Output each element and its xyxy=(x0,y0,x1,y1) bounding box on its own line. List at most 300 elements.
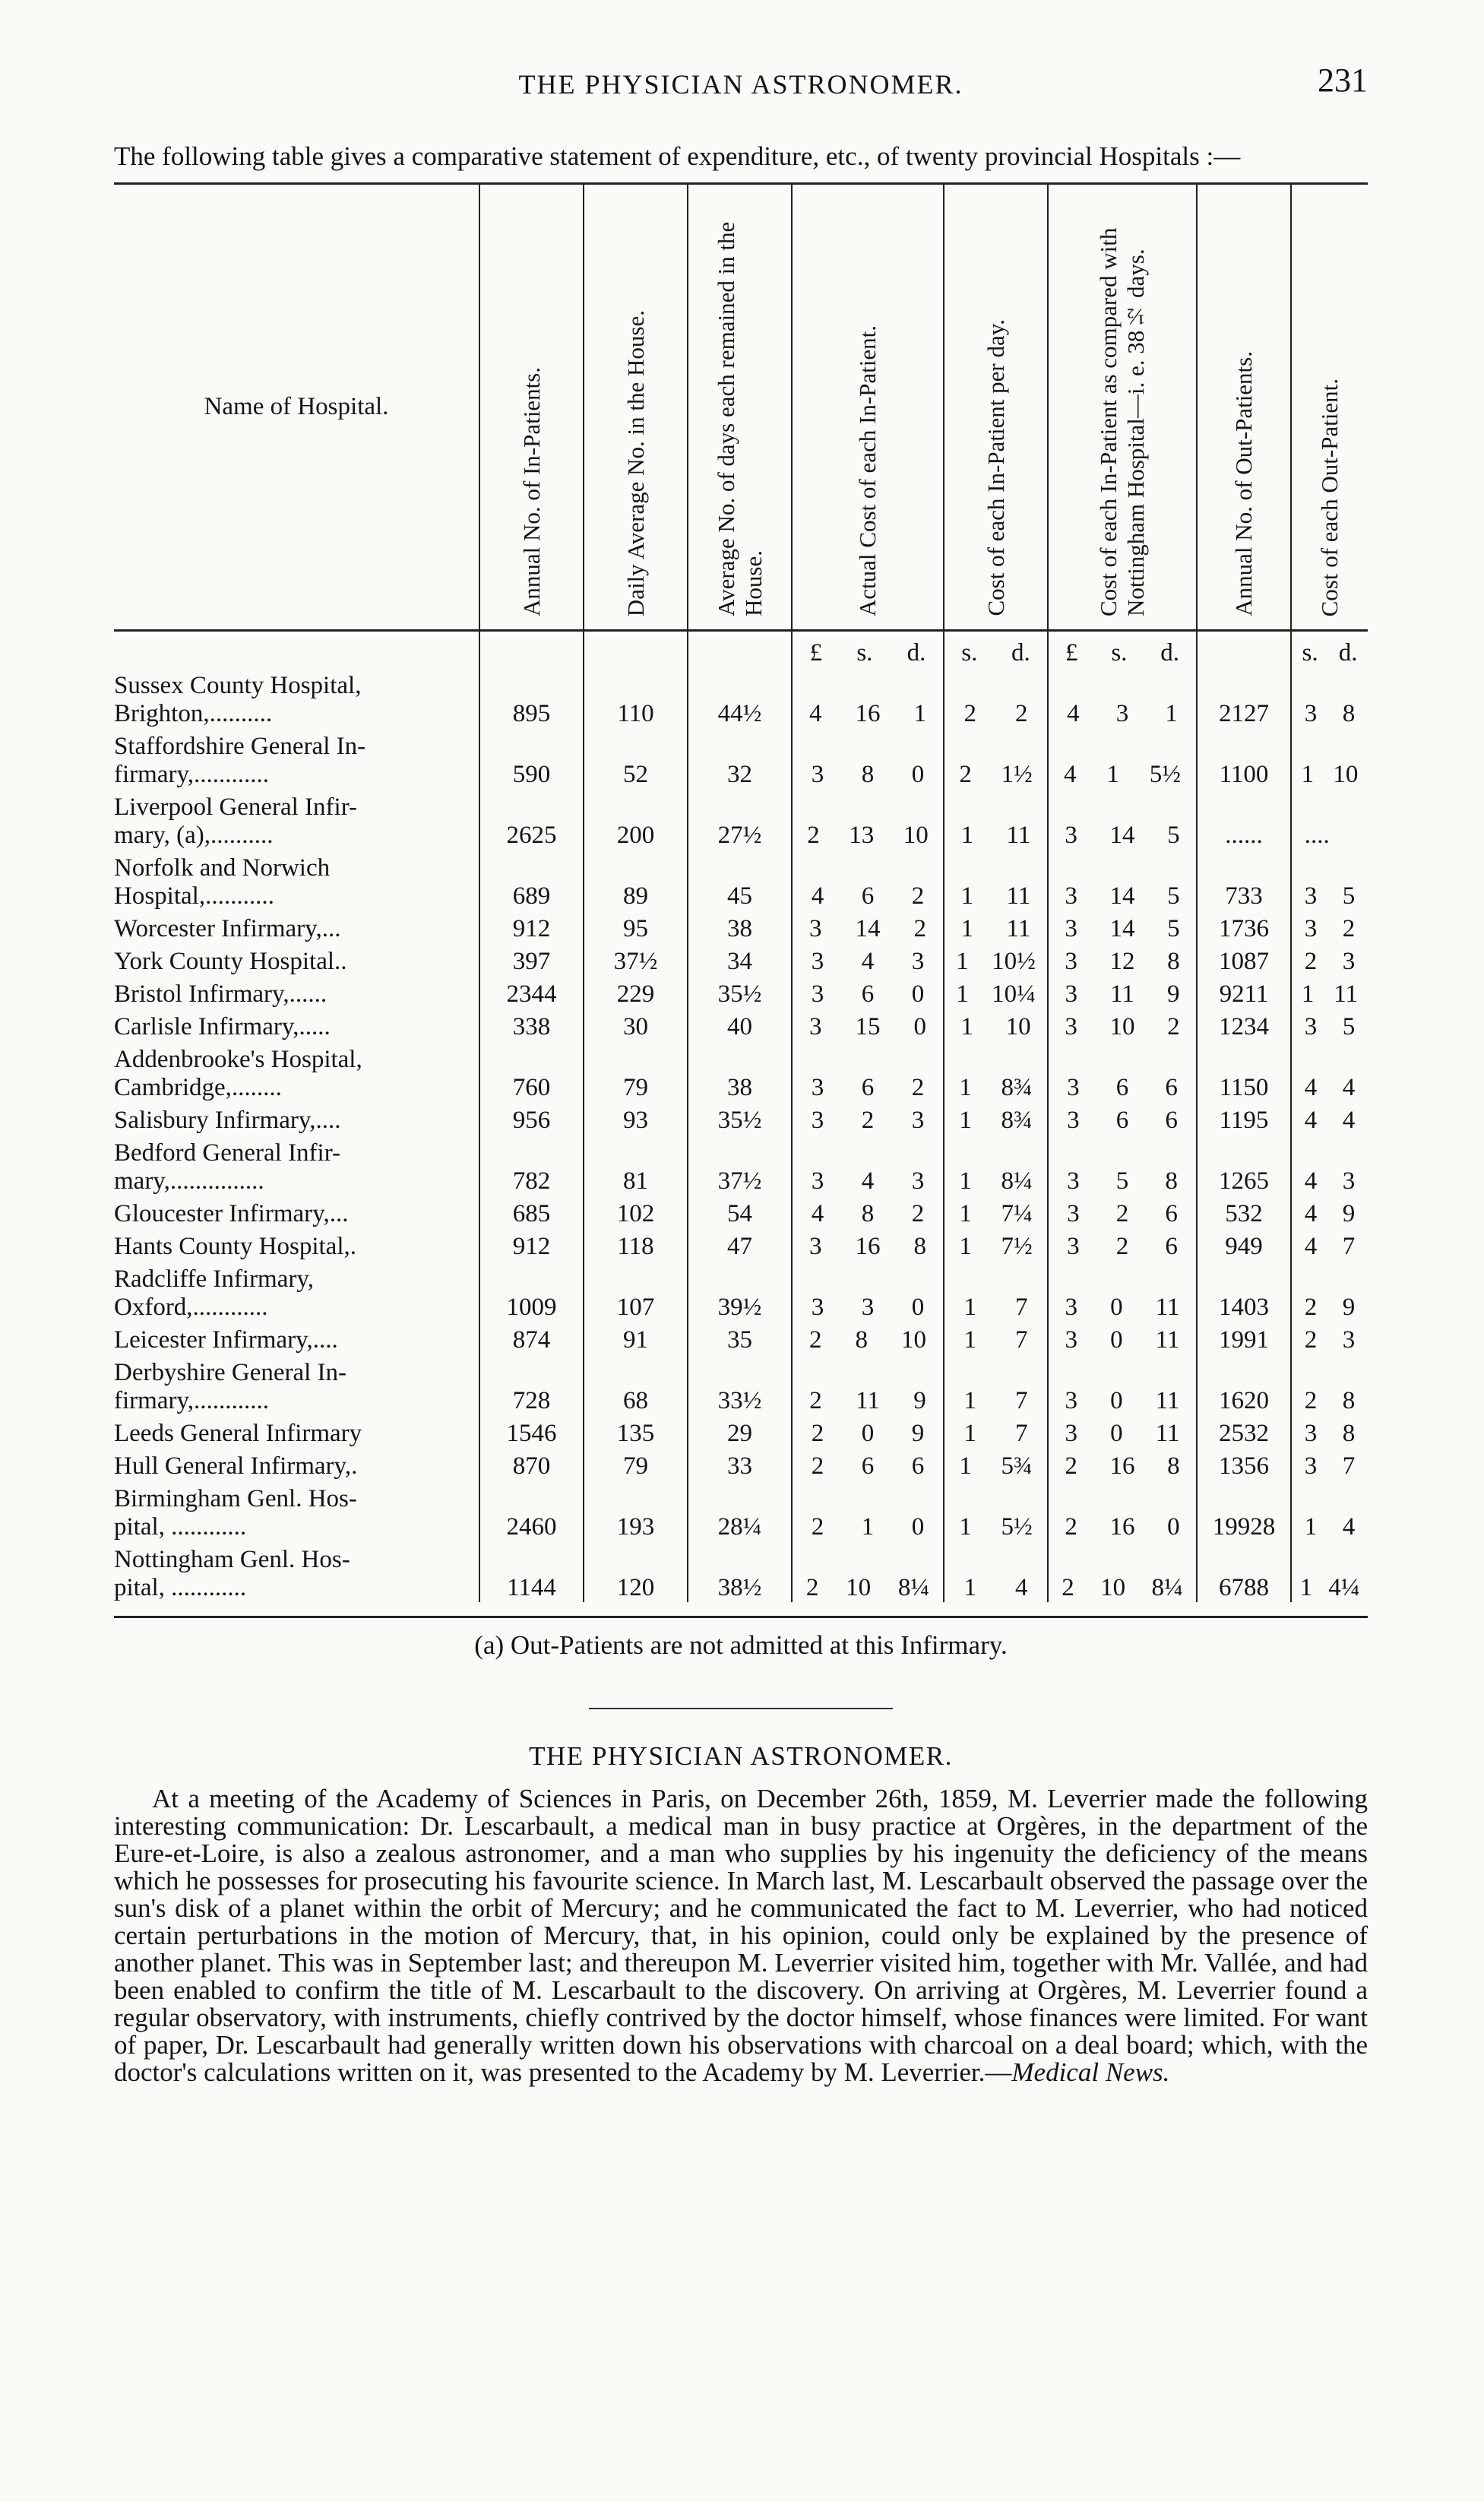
hospital-name-cell xyxy=(114,1354,479,1415)
cost-part: 0 xyxy=(911,1294,925,1321)
out-patient-cost-cell xyxy=(1291,728,1368,789)
cost-part: 2 xyxy=(805,1574,819,1601)
cost-part: 4 xyxy=(809,700,822,727)
cost-part: 8 xyxy=(1342,700,1356,727)
compared-cost-cell xyxy=(1048,1261,1197,1322)
table-row xyxy=(114,667,1368,728)
hospital-name-cell xyxy=(114,1041,479,1102)
cost-part: 16 xyxy=(1109,1452,1135,1480)
hospital-name-line: Radcliffe Infirmary, xyxy=(114,1265,314,1293)
cost-part: 2 xyxy=(1115,1200,1129,1227)
cost-part: 3 xyxy=(1065,822,1077,849)
cost-part: 0 xyxy=(913,1013,926,1040)
cost-part: 2 xyxy=(811,1513,824,1541)
cost-part: 3 xyxy=(809,1013,822,1040)
daily-average: 229 xyxy=(584,976,688,1009)
cost-part: 2 xyxy=(861,1107,875,1134)
average-days: 27½ xyxy=(688,789,792,850)
cost-part: 6 xyxy=(861,1452,875,1480)
cost-part: 6 xyxy=(1165,1107,1178,1134)
cost-part: 3 xyxy=(1304,915,1318,942)
compared-cost-cell xyxy=(1048,1415,1197,1448)
cost-part: 1 xyxy=(960,882,974,910)
cost-part: 8 xyxy=(1167,948,1180,975)
cost-part: 5 xyxy=(1167,915,1180,942)
cost-part: 3 xyxy=(1067,1074,1080,1101)
cost-part: 10½ xyxy=(992,948,1036,975)
unit-label: d. xyxy=(1011,639,1030,667)
cost-part: 6 xyxy=(1115,1107,1129,1134)
cost-part: 5 xyxy=(1342,882,1356,910)
out-patient-cost-cell xyxy=(1291,1196,1368,1228)
cost-part: 8 xyxy=(861,1200,875,1227)
cost-part: 4¼ xyxy=(1328,1574,1360,1601)
cost-part: 8 xyxy=(861,761,875,788)
cost-part: 6 xyxy=(861,1074,875,1101)
cost-part: 11 xyxy=(1006,915,1031,942)
cost-part: 11 xyxy=(1155,1294,1180,1321)
hospital-name-line: Brighton,.......... xyxy=(114,700,273,727)
cost-part: 1 xyxy=(959,1107,972,1134)
unit-label: £ xyxy=(809,639,823,667)
hospital-name-cell xyxy=(114,728,479,789)
cost-part: 3 xyxy=(1065,1326,1078,1354)
out-patient-cost-cell xyxy=(1291,789,1368,850)
compared-cost-cell xyxy=(1048,1041,1197,1102)
hospital-name-line: mary, (a),.......... xyxy=(114,822,274,849)
annual-in-patients: 1009 xyxy=(479,1261,584,1322)
average-days: 32 xyxy=(688,728,792,789)
table-bottom-rule xyxy=(114,1616,1368,1618)
hospital-name-line: pital, ............ xyxy=(114,1574,247,1601)
cost-part: 3 xyxy=(911,948,925,975)
annual-out-patients: 532 xyxy=(1197,1196,1291,1228)
cost-part: 4 xyxy=(1304,1200,1318,1227)
hospital-name-line: Derbyshire General In- xyxy=(114,1359,347,1386)
cost-part: 1 xyxy=(963,1574,976,1601)
compared-cost-cell xyxy=(1048,1354,1197,1415)
out-patient-cost-cell xyxy=(1291,911,1368,943)
cost-part: 8¾ xyxy=(1001,1107,1033,1134)
table-row xyxy=(114,1009,1368,1041)
cost-per-day-cell xyxy=(944,1261,1048,1322)
compared-cost-cell xyxy=(1048,667,1197,728)
cost-part: 1 xyxy=(1106,761,1119,788)
annual-out-patients: 1403 xyxy=(1197,1261,1291,1322)
cost-part: 2 xyxy=(811,1420,824,1447)
daily-average: 79 xyxy=(584,1448,688,1481)
average-days: 39½ xyxy=(688,1261,792,1322)
col-header-daily-avg: Daily Average No. in the House. xyxy=(584,185,688,631)
table-row xyxy=(114,976,1368,1009)
daily-average: 107 xyxy=(584,1261,688,1322)
cost-per-day-cell xyxy=(944,1448,1048,1481)
cost-part: 10 xyxy=(1333,761,1359,788)
hospital-name-cell xyxy=(114,1009,479,1041)
hospital-name-cell xyxy=(114,943,479,976)
hospital-name-cell xyxy=(114,850,479,911)
average-days: 38½ xyxy=(688,1541,792,1602)
cost-part: 16 xyxy=(855,1233,881,1260)
cost-part: 10 xyxy=(1100,1574,1126,1601)
annual-out-patients: 6788 xyxy=(1197,1541,1291,1602)
col-header-annual-out: Annual No. of Out-Patients. xyxy=(1197,185,1291,631)
daily-average: 68 xyxy=(584,1354,688,1415)
cost-part: 6 xyxy=(911,1452,925,1480)
unit-label: £ xyxy=(1065,639,1078,667)
annual-out-patients: 1234 xyxy=(1197,1009,1291,1041)
annual-in-patients: 912 xyxy=(479,911,584,943)
annual-in-patients: 397 xyxy=(479,943,584,976)
actual-cost-cell xyxy=(792,850,944,911)
cost-part: 0 xyxy=(911,761,925,788)
cost-part: 4 xyxy=(861,1167,875,1195)
cost-part: 0 xyxy=(861,1420,875,1447)
average-days: 38 xyxy=(688,1041,792,1102)
actual-cost-cell xyxy=(792,911,944,943)
hospital-name-line: Liverpool General Infir- xyxy=(114,793,358,821)
cost-part: 3 xyxy=(911,1167,925,1195)
table-row xyxy=(114,1102,1368,1135)
table-row xyxy=(114,1261,1368,1322)
cost-part: 7 xyxy=(1015,1420,1028,1447)
cost-part: 14 xyxy=(855,915,881,942)
cost-per-day-cell xyxy=(944,1102,1048,1135)
average-days: 54 xyxy=(688,1196,792,1228)
unit-label: d. xyxy=(1160,639,1180,667)
cost-part: 3 xyxy=(811,1107,824,1134)
daily-average: 102 xyxy=(584,1196,688,1228)
cost-part: 1 xyxy=(959,1167,972,1195)
daily-average: 118 xyxy=(584,1228,688,1261)
out-patient-cost-cell xyxy=(1291,1322,1368,1354)
hospital-name-line: Carlisle Infirmary,..... xyxy=(114,1013,331,1040)
cost-per-day-cell xyxy=(944,911,1048,943)
hospital-name-line: Cambridge,........ xyxy=(114,1074,282,1101)
cost-part: 7 xyxy=(1015,1387,1028,1414)
article-source: Medical News. xyxy=(1011,2057,1170,2087)
cost-part: 3 xyxy=(811,1294,824,1321)
cost-part: 2 xyxy=(1304,1294,1318,1321)
unit-label: s. xyxy=(856,639,873,667)
cost-part: 3 xyxy=(1304,1420,1318,1447)
page xyxy=(114,61,1368,2086)
cost-part: 8 xyxy=(1342,1387,1356,1414)
table-footnote: (a) Out-Patients are not admitted at this Infirmary. xyxy=(474,1630,1008,1660)
col-header-cost-per-day: Cost of each In-Patient per day. xyxy=(944,185,1048,631)
hospital-name-line: York County Hospital.. xyxy=(114,948,347,975)
hospital-name-line: Bedford General Infir- xyxy=(114,1139,341,1167)
cost-part: 2 xyxy=(809,1387,822,1414)
cost-part: .... xyxy=(1304,822,1330,849)
cost-part: 3 xyxy=(1304,700,1318,727)
average-days: 28¼ xyxy=(688,1481,792,1541)
compared-cost-cell xyxy=(1048,728,1197,789)
cost-part: 5 xyxy=(1115,1167,1129,1195)
section-divider xyxy=(589,1708,893,1709)
cost-part: 1 xyxy=(1301,980,1315,1008)
cost-part: 12 xyxy=(1109,948,1135,975)
cost-per-day-cell xyxy=(944,1135,1048,1196)
actual-cost-cell xyxy=(792,1041,944,1102)
cost-part: 6 xyxy=(861,980,875,1008)
cost-per-day-cell xyxy=(944,976,1048,1009)
cost-part: 0 xyxy=(1110,1387,1123,1414)
cost-part: 3 xyxy=(811,948,824,975)
cost-part: 9 xyxy=(1342,1200,1356,1227)
cost-part: 3 xyxy=(1065,948,1077,975)
out-patient-cost-cell xyxy=(1291,1102,1368,1135)
compared-cost-cell xyxy=(1048,1102,1197,1135)
cost-part: 3 xyxy=(1304,1452,1318,1480)
table-row xyxy=(114,911,1368,943)
hospital-name-line: Sussex County Hospital, xyxy=(114,672,362,699)
annual-in-patients: 1546 xyxy=(479,1415,584,1448)
annual-in-patients: 2344 xyxy=(479,976,584,1009)
cost-part: 2 xyxy=(1342,915,1356,942)
annual-out-patients: 1991 xyxy=(1197,1322,1291,1354)
table-row xyxy=(114,1322,1368,1354)
cost-part: 4 xyxy=(811,1200,824,1227)
col-header-name: Name of Hospital. xyxy=(114,185,479,631)
table-row xyxy=(114,1541,1368,1602)
cost-part: 3 xyxy=(811,980,824,1008)
annual-in-patients: 1144 xyxy=(479,1541,584,1602)
average-days: 35½ xyxy=(688,976,792,1009)
cost-part: 8 xyxy=(855,1326,868,1354)
cost-part: 8¾ xyxy=(1001,1074,1033,1101)
cost-part: 2 xyxy=(809,1326,822,1354)
cost-part: 3 xyxy=(809,1233,822,1260)
daily-average: 37½ xyxy=(584,943,688,976)
annual-out-patients: 2532 xyxy=(1197,1415,1291,1448)
cost-part: 3 xyxy=(1067,1167,1080,1195)
cost-part: 3 xyxy=(861,1294,875,1321)
cost-part: 3 xyxy=(1342,1326,1356,1354)
daily-average: 93 xyxy=(584,1102,688,1135)
actual-cost-cell xyxy=(792,1261,944,1322)
annual-in-patients: 728 xyxy=(479,1354,584,1415)
cost-part: 1 xyxy=(1299,1574,1313,1601)
hospital-name-line: Bristol Infirmary,...... xyxy=(114,980,327,1008)
annual-out-patients: ...... xyxy=(1197,789,1291,850)
actual-cost-cell xyxy=(792,667,944,728)
cost-part: 1 xyxy=(960,1013,973,1040)
average-days: 35 xyxy=(688,1322,792,1354)
cost-part: 4 xyxy=(1304,1074,1318,1101)
annual-in-patients: 870 xyxy=(479,1448,584,1481)
cost-part: 3 xyxy=(1067,1233,1080,1260)
actual-cost-cell xyxy=(792,1196,944,1228)
cost-part: 2 xyxy=(1304,948,1318,975)
average-days: 47 xyxy=(688,1228,792,1261)
out-patient-cost-cell xyxy=(1291,943,1368,976)
cost-part: 11 xyxy=(1006,822,1031,849)
cost-part: 2 xyxy=(959,761,972,788)
cost-part: 9 xyxy=(1342,1294,1356,1321)
average-days: 38 xyxy=(688,911,792,943)
annual-out-patients: 1100 xyxy=(1197,728,1291,789)
compared-cost-cell xyxy=(1048,976,1197,1009)
cost-part: 3 xyxy=(1065,980,1078,1008)
running-title: THE PHYSICIAN ASTRONOMER. xyxy=(518,69,963,100)
daily-average: 193 xyxy=(584,1481,688,1541)
hospital-name-cell xyxy=(114,1228,479,1261)
unit-label: s. xyxy=(961,639,978,667)
cost-per-day-cell xyxy=(944,850,1048,911)
cost-part: 1 xyxy=(1304,1513,1318,1541)
table-row xyxy=(114,789,1368,850)
col-header-actual-cost: Actual Cost of each In-Patient. xyxy=(792,185,944,631)
cost-part: 8¼ xyxy=(1151,1574,1183,1601)
cost-part: 8 xyxy=(913,1233,926,1260)
cost-part: 6 xyxy=(1165,1200,1178,1227)
out-patient-cost-cell xyxy=(1291,667,1368,728)
annual-out-patients: 2127 xyxy=(1197,667,1291,728)
out-patient-cost-cell xyxy=(1291,1415,1368,1448)
average-days: 34 xyxy=(688,943,792,976)
cost-per-day-cell xyxy=(944,667,1048,728)
cost-part: 6 xyxy=(1115,1074,1129,1101)
daily-average: 120 xyxy=(584,1541,688,1602)
annual-out-patients: 19928 xyxy=(1197,1481,1291,1541)
average-days: 37½ xyxy=(688,1135,792,1196)
cost-per-day-cell xyxy=(944,1415,1048,1448)
out-patient-cost-cell xyxy=(1291,1228,1368,1261)
cost-part: 13 xyxy=(849,822,875,849)
cost-part: 1 xyxy=(1301,761,1315,788)
cost-part: 2 xyxy=(911,882,925,910)
actual-cost-cell xyxy=(792,1102,944,1135)
annual-in-patients: 782 xyxy=(479,1135,584,1196)
cost-part: 14 xyxy=(1109,822,1135,849)
cost-part: 1½ xyxy=(1001,761,1033,788)
cost-part: 11 xyxy=(1155,1387,1180,1414)
cost-part: 7 xyxy=(1015,1326,1028,1354)
annual-in-patients: 912 xyxy=(479,1228,584,1261)
cost-part: 15 xyxy=(855,1013,881,1040)
hospital-name-cell xyxy=(114,911,479,943)
cost-part: 2 xyxy=(1304,1387,1318,1414)
cost-part: 4 xyxy=(1015,1574,1028,1601)
average-days: 35½ xyxy=(688,1102,792,1135)
cost-part: 16 xyxy=(855,700,881,727)
cost-part: 1 xyxy=(861,1513,875,1541)
cost-part: 7 xyxy=(1015,1294,1028,1321)
cost-part: 11 xyxy=(1155,1420,1180,1447)
cost-part: 3 xyxy=(1304,882,1318,910)
cost-part: 8¼ xyxy=(897,1574,930,1601)
unit-label: s. xyxy=(1111,639,1128,667)
cost-per-day-cell xyxy=(944,1354,1048,1415)
cost-part: 4 xyxy=(1342,1107,1356,1134)
cost-part: 1 xyxy=(963,1420,976,1447)
actual-cost-cell xyxy=(792,1541,944,1602)
out-patient-cost-cell xyxy=(1291,1481,1368,1541)
actual-cost-cell xyxy=(792,1448,944,1481)
hospital-name-line: pital, ............ xyxy=(114,1513,247,1541)
cost-part: 2 xyxy=(807,822,820,849)
cost-part: 3 xyxy=(1115,700,1129,727)
cost-part: 4 xyxy=(1304,1233,1318,1260)
hospital-name-line: firmary,............ xyxy=(114,1387,270,1414)
cost-part: 11 xyxy=(1006,882,1031,910)
cost-part: 16 xyxy=(1109,1513,1135,1541)
cost-part: 1 xyxy=(956,980,969,1008)
daily-average: 81 xyxy=(584,1135,688,1196)
cost-part: 8 xyxy=(1167,1452,1180,1480)
daily-average: 91 xyxy=(584,1322,688,1354)
hospital-name-cell xyxy=(114,1261,479,1322)
hospital-name-cell xyxy=(114,789,479,850)
cost-part: 1 xyxy=(959,1233,972,1260)
col-header-out-cost: Cost of each Out-Patient. xyxy=(1291,185,1368,631)
compared-cost-cell xyxy=(1048,1541,1197,1602)
out-patient-cost-cell xyxy=(1291,976,1368,1009)
annual-out-patients: 733 xyxy=(1197,850,1291,911)
daily-average: 135 xyxy=(584,1415,688,1448)
table-row xyxy=(114,1481,1368,1541)
annual-out-patients: 1620 xyxy=(1197,1354,1291,1415)
article-title: THE PHYSICIAN ASTRONOMER. xyxy=(529,1741,953,1771)
cost-part: 7 xyxy=(1342,1452,1356,1480)
table-row xyxy=(114,1135,1368,1196)
hospital-name-cell xyxy=(114,667,479,728)
hospital-name-cell xyxy=(114,976,479,1009)
cost-part: 1 xyxy=(963,1326,976,1354)
hospital-name-cell xyxy=(114,1541,479,1602)
cost-per-day-cell xyxy=(944,1322,1048,1354)
cost-part: 1 xyxy=(913,700,926,727)
cost-part: 7½ xyxy=(1001,1233,1033,1260)
cost-part: 5¾ xyxy=(1001,1452,1033,1480)
cost-part: 4 xyxy=(861,948,875,975)
cost-part: 11 xyxy=(856,1387,880,1414)
cost-part: 0 xyxy=(911,1513,925,1541)
cost-part: 7 xyxy=(1342,1233,1356,1260)
average-days: 40 xyxy=(688,1009,792,1041)
col-header-annual-in: Annual No. of In-Patients. xyxy=(479,185,584,631)
cost-part: 4 xyxy=(811,882,824,910)
compared-cost-cell xyxy=(1048,1481,1197,1541)
cost-per-day-cell xyxy=(944,1541,1048,1602)
daily-average: 79 xyxy=(584,1041,688,1102)
compared-cost-cell xyxy=(1048,1196,1197,1228)
cost-part: 7¼ xyxy=(1001,1200,1033,1227)
annual-out-patients: 1356 xyxy=(1197,1448,1291,1481)
hospital-name-line: Leeds General Infirmary xyxy=(114,1420,362,1447)
actual-cost-cell xyxy=(792,1009,944,1041)
hospital-name-line: Salisbury Infirmary,.... xyxy=(114,1107,341,1134)
table-row xyxy=(114,1448,1368,1481)
cost-part: 2 xyxy=(1304,1326,1318,1354)
cost-part: 11 xyxy=(1334,980,1359,1008)
cost-per-day-cell xyxy=(944,1196,1048,1228)
cost-part: 1 xyxy=(960,915,974,942)
cost-part: 10 xyxy=(1005,1013,1031,1040)
cost-part: 3 xyxy=(1067,1107,1080,1134)
table-row xyxy=(114,850,1368,911)
cost-part: 3 xyxy=(811,1167,824,1195)
cost-part: 5½ xyxy=(1001,1513,1033,1541)
cost-part: 0 xyxy=(1110,1326,1123,1354)
cost-part: 10 xyxy=(846,1574,872,1601)
compared-cost-cell xyxy=(1048,1448,1197,1481)
actual-cost-cell xyxy=(792,1322,944,1354)
hospital-name-line: Gloucester Infirmary,... xyxy=(114,1200,349,1227)
annual-in-patients: 685 xyxy=(479,1196,584,1228)
cost-part: 3 xyxy=(1065,1420,1078,1447)
